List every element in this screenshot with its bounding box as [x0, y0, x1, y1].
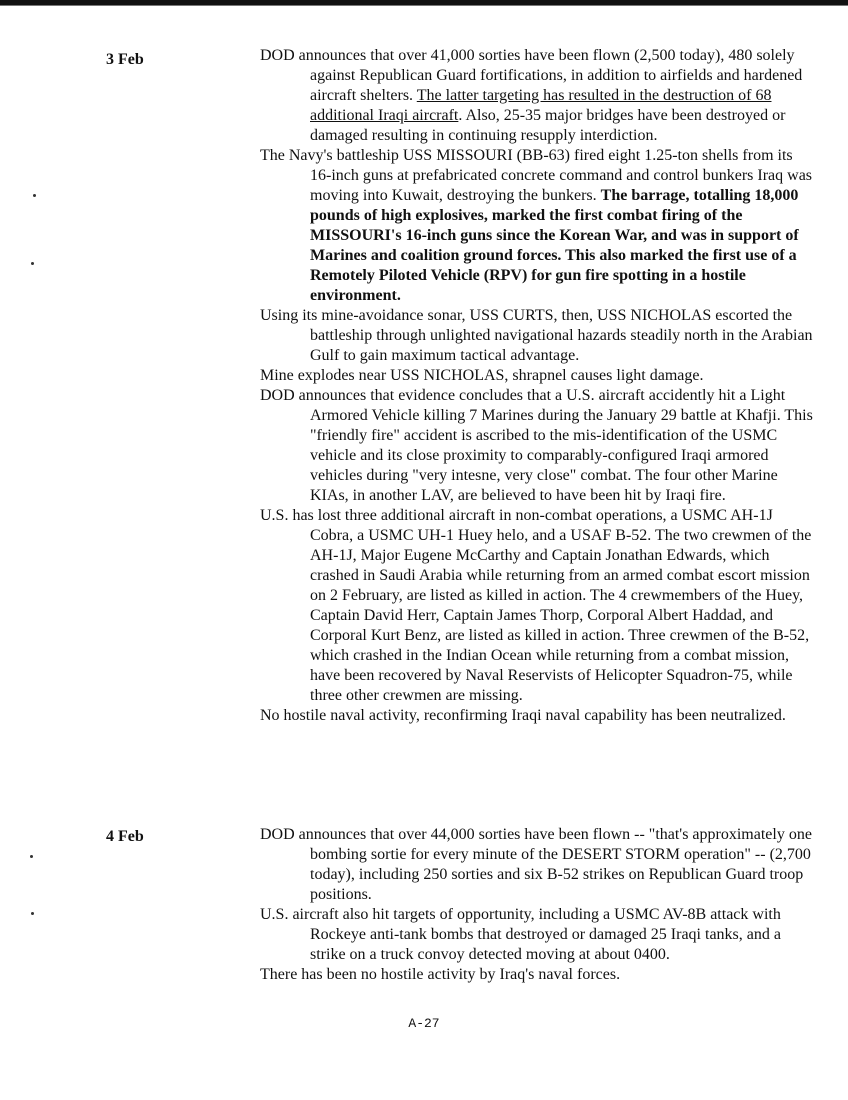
underlined-text: The latter targeting has resulted in the destruction of 68 additional Iraqi aircraft	[310, 87, 772, 124]
entry-text: . Also, 25-35 major bridges have been destroyed or damaged resulting in continuing resupply interdiction.	[310, 107, 786, 144]
entry-mine-explodes: Mine explodes near USS NICHOLAS, shrapnel causes light damage.	[260, 367, 704, 384]
bold-text: The barrage, totalling 18,000 pounds of high explosives, marked the first combat firing of the MISSOURI's 16-inch guns since the Korean War, and was in support of Marines and coalition ground forces. This also marked the first use of a Remotely Piloted Vehicle (RPV) for gun fire spotting in a hostile environment.	[310, 187, 799, 304]
entry-uss-curts: Using its mine-avoidance sonar, USS CURTS, then, USS NICHOLAS escorted the battleship through unlighted navigational hazards steadily north in the Arabian Gulf to gain maximum tactical advantage.	[260, 307, 813, 364]
entry-sorties-41000	[260, 46, 816, 146]
section-4-feb	[260, 825, 816, 985]
entry-no-hostile-activity: There has been no hostile activity by Iraq's naval forces.	[260, 966, 621, 983]
entry-text: DOD announces that over 41,000 sorties have been flown (2,500 today), 480 solely against Republican Guard fortifications, in addition to airfields and hardened aircraft shelters.	[260, 47, 803, 104]
section-3-feb	[260, 46, 816, 726]
entry-sorties-44000: DOD announces that over 44,000 sorties have been flown -- "that's approximately one bombing sortie for every minute of the DESERT STORM operation" -- (2,700 today), including 250 sorties and six B-52 strikes on Republican Guard troop positions.	[260, 826, 812, 903]
date-3-feb: 3 Feb	[106, 51, 144, 68]
margin-speck	[31, 262, 34, 265]
margin-speck	[30, 855, 33, 858]
top-rule-inner	[0, 5, 848, 6]
margin-speck	[31, 912, 34, 915]
entry-uss-missouri	[260, 146, 816, 306]
margin-speck	[33, 194, 36, 197]
date-4-feb: 4 Feb	[106, 828, 144, 845]
entry-aircraft-lost: U.S. has lost three additional aircraft in non-combat operations, a USMC AH-1J Cobra, a USMC UH-1 Huey helo, and a USAF B-52. The two crewmen of the AH-1J, Major Eugene McCarthy and Captain Jonathan Edwards, which crashed in Saudi Arabia while returning from an armed combat escort mission on 2 February, are listed as killed in action. The 4 crewmembers of the Huey, Captain David Herr, Captain James Thorp, Corporal Albert Haddad, and Corporal Kurt Benz, are listed as killed in action. Three crewmen of the B-52, which crashed in the Indian Ocean while returning from a combat mission, have been recovered by Naval Reservists of Helicopter Squadron-75, while three other crewmen are missing.	[260, 507, 812, 704]
entry-no-hostile-naval: No hostile naval activity, reconfirming Iraqi naval capability has been neutralized.	[260, 707, 786, 724]
entry-targets-of-opportunity: U.S. aircraft also hit targets of opportunity, including a USMC AV-8B attack with Rockeye anti-tank bombs that destroyed or damaged 25 Iraqi tanks, and a strike on a truck convoy detected moving at about 0400.	[260, 906, 781, 963]
page-number: A-27	[408, 1016, 440, 1031]
entry-friendly-fire: DOD announces that evidence concludes that a U.S. aircraft accidently hit a Light Armored Vehicle killing 7 Marines during the January 29 battle at Khafji. This "friendly fire" accident is ascribed to the mis-identification of the USMC vehicle and its close proximity to comparably-configured Iraqi armored vehicles during "very intesne, very close" combat. The four other Marine KIAs, in another LAV, are believed to have been hit by Iraqi fire.	[260, 387, 813, 504]
entry-text: The Navy's battleship USS MISSOURI (BB-63) fired eight 1.25-ton shells from its 16-inch guns at prefabricated concrete command and control bunkers Iraq was moving into Kuwait, destroying the bunkers.	[260, 147, 813, 204]
